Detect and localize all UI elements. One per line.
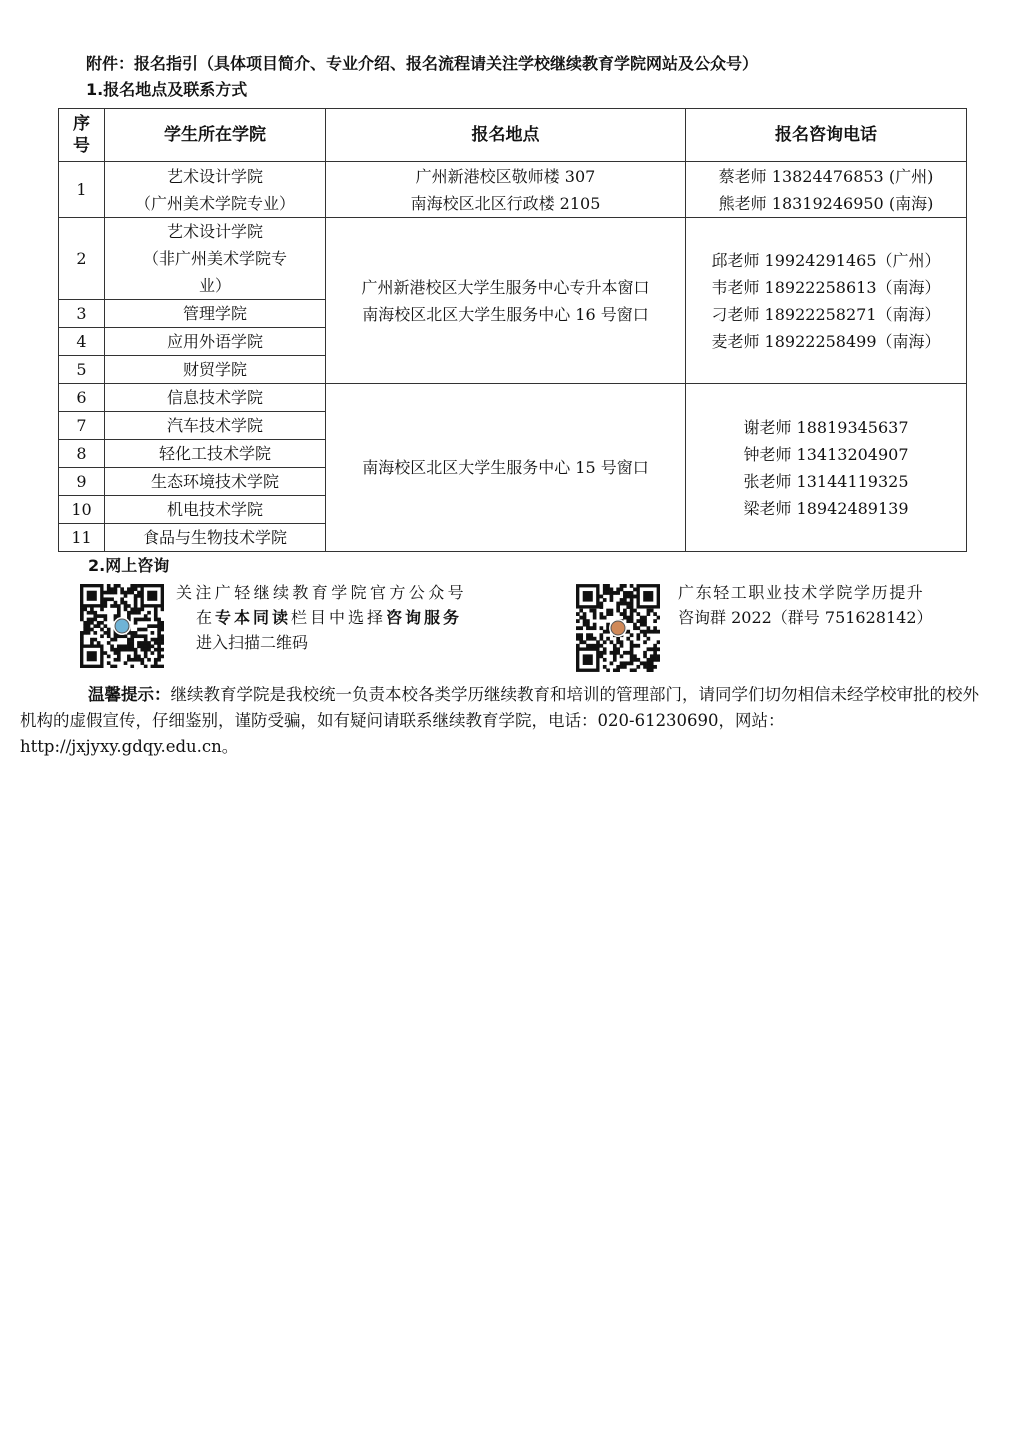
row-no: 6 bbox=[59, 384, 105, 412]
row-college: 生态环境技术学院 bbox=[105, 468, 326, 496]
header-college: 学生所在学院 bbox=[105, 109, 326, 162]
consult-group-qr-code[interactable] bbox=[576, 584, 660, 672]
row-college: 艺术设计学院 （非广州美术学院专 业） bbox=[105, 218, 326, 300]
qr-code-icon bbox=[576, 584, 660, 672]
left-consult-line1: 关注广轻继续教育学院官方公众号 bbox=[176, 583, 468, 602]
group3-phones: 谢老师 18819345637 钟老师 13413204907 张老师 13144119325 梁老师 18942489139 bbox=[686, 384, 967, 552]
section1-title: 1.报名地点及联系方式 bbox=[86, 80, 248, 99]
group1-phones: 蔡老师 13824476853 (广州) 熊老师 18319246950 (南海) bbox=[686, 162, 967, 218]
right-consult-line2: 咨询群 2022（群号 751628142） bbox=[678, 608, 933, 627]
row-college: 信息技术学院 bbox=[105, 384, 326, 412]
left-consult-line3: 进入扫描二维码 bbox=[196, 633, 309, 652]
table-row bbox=[59, 384, 967, 412]
table-row bbox=[59, 162, 967, 218]
row-no: 5 bbox=[59, 356, 105, 384]
wechat-official-account-qr-code[interactable] bbox=[80, 584, 164, 668]
column-name: 专本同读 bbox=[215, 608, 292, 627]
registration-table bbox=[58, 108, 967, 552]
table-header-row bbox=[59, 109, 967, 162]
header-location: 报名地点 bbox=[326, 109, 686, 162]
header-phone: 报名咨询电话 bbox=[686, 109, 967, 162]
row-college: 汽车技术学院 bbox=[105, 412, 326, 440]
row-no: 9 bbox=[59, 468, 105, 496]
row-college: 艺术设计学院 （广州美术学院专业） bbox=[105, 162, 326, 218]
row-college: 食品与生物技术学院 bbox=[105, 524, 326, 552]
right-consult-text bbox=[678, 580, 978, 630]
service-name: 咨询服务 bbox=[386, 608, 463, 627]
group3-location: 南海校区北区大学生服务中心 15 号窗口 bbox=[326, 384, 686, 552]
row-no: 1 bbox=[59, 162, 105, 218]
row-no: 11 bbox=[59, 524, 105, 552]
row-college: 机电技术学院 bbox=[105, 496, 326, 524]
notice-text: 继续教育学院是我校统一负责本校各类学历继续教育和培训的管理部门，请同学们切勿相信未经学校审批的校外机构的虚假宣传，仔细鉴别，谨防受骗，如有疑问请联系继续教育学院，电话：020-61230690，网站：http://jxjyxy.gdqy.edu.cn。 bbox=[20, 685, 979, 756]
left-consult-line2: 在专本同读栏目中选择咨询服务 bbox=[196, 608, 463, 627]
row-college: 应用外语学院 bbox=[105, 328, 326, 356]
notice-label: 温馨提示： bbox=[88, 685, 171, 704]
table-row bbox=[59, 218, 967, 300]
group2-phones: 邱老师 19924291465（广州） 韦老师 18922258613（南海） 刁老师 18922258271（南海） 麦老师 18922258499（南海） bbox=[686, 218, 967, 384]
group1-location: 广州新港校区敬师楼 307 南海校区北区行政楼 2105 bbox=[326, 162, 686, 218]
row-college: 轻化工技术学院 bbox=[105, 440, 326, 468]
right-consult-line1: 广东轻工职业技术学院学历提升 bbox=[678, 583, 925, 602]
row-college: 财贸学院 bbox=[105, 356, 326, 384]
warm-notice bbox=[20, 682, 980, 760]
group2-location: 广州新港校区大学生服务中心专升本窗口 南海校区北区大学生服务中心 16 号窗口 bbox=[326, 218, 686, 384]
row-college: 管理学院 bbox=[105, 300, 326, 328]
row-no: 3 bbox=[59, 300, 105, 328]
qr-code-icon bbox=[80, 584, 164, 668]
row-no: 4 bbox=[59, 328, 105, 356]
row-no: 7 bbox=[59, 412, 105, 440]
row-no: 10 bbox=[59, 496, 105, 524]
row-no: 8 bbox=[59, 440, 105, 468]
attachment-title: 附件：报名指引（具体项目简介、专业介绍、报名流程请关注学校继续教育学院网站及公众号） bbox=[86, 54, 759, 73]
left-consult-text bbox=[176, 580, 558, 655]
row-no: 2 bbox=[59, 218, 105, 300]
section2-title: 2.网上咨询 bbox=[88, 556, 170, 575]
header-seq: 序 号 bbox=[59, 109, 105, 162]
